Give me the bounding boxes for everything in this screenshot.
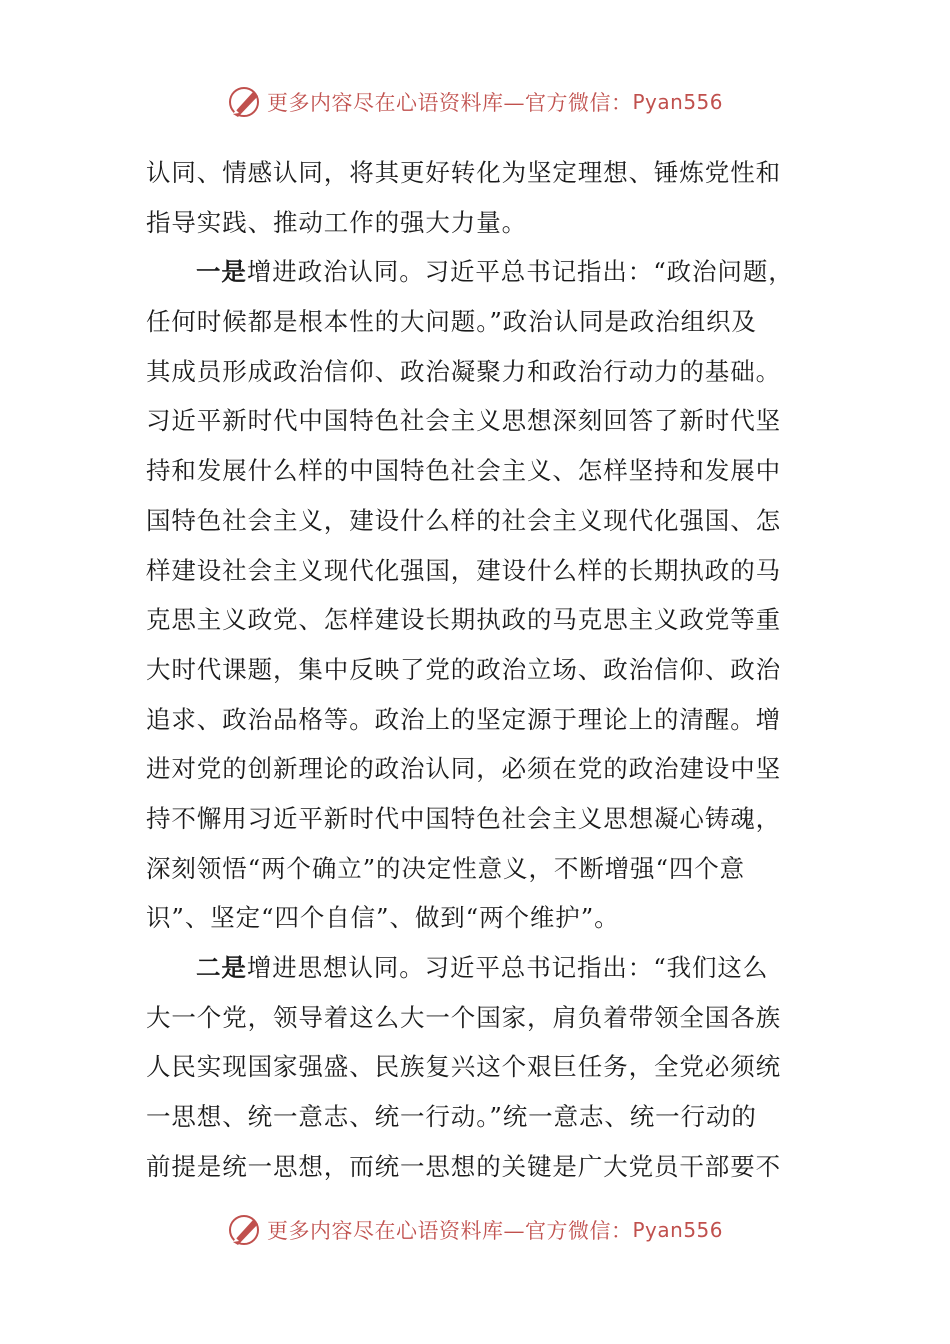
text-line — [146, 546, 796, 596]
text-line — [146, 844, 796, 894]
text-line — [146, 595, 796, 645]
banner-wechat-id: Pyan556 — [632, 90, 723, 114]
document-body — [146, 148, 796, 1191]
banner-text: 更多内容尽在心语资料库—官方微信： — [266, 1219, 633, 1243]
text-line — [146, 993, 796, 1043]
text-line — [146, 297, 796, 347]
line-text: 持不懈用习近平新时代中国特色社会主义思想凝心铸魂， — [146, 803, 781, 833]
text-line — [146, 198, 796, 248]
line-text: 认同、情感认同，将其更好转化为坚定理想、锤炼党性和 — [146, 158, 781, 187]
text-line — [146, 893, 796, 943]
text-line — [146, 446, 796, 496]
line-text: 任何时候都是根本性的大问题。”政治认同是政治组织及 — [146, 307, 757, 337]
line-text: 增进政治认同。习近平总书记指出：“政治问题， — [246, 257, 794, 287]
line-text: 进对党的创新理论的政治认同，必须在党的政治建设中坚 — [146, 754, 781, 784]
line-text: 大一个党，领导着这么大一个国家，肩负着带领全国各族 — [146, 1002, 781, 1032]
line-text: 前提是统一思想，而统一思想的关键是广大党员干部要不 — [146, 1151, 781, 1181]
text-line — [146, 943, 796, 993]
line-text: 识”、坚定“四个自信”、做到“两个维护”。 — [146, 903, 620, 933]
banner-text: 更多内容尽在心语资料库—官方微信： — [266, 91, 633, 115]
text-line — [146, 347, 796, 397]
text-line — [146, 247, 796, 297]
line-text: 增进思想认同。习近平总书记指出：“我们这么 — [246, 953, 769, 982]
text-line — [146, 1042, 796, 1092]
line-text: 大时代课题，集中反映了党的政治立场、政治信仰、政治 — [146, 654, 781, 684]
line-text: 一思想、统一意志、统一行动。”统一意志、统一行动的 — [146, 1102, 757, 1132]
pen-icon — [227, 1212, 263, 1248]
text-line — [146, 695, 796, 745]
footer-banner — [0, 1210, 950, 1250]
line-text: 指导实践、推动工作的强大力量。 — [146, 207, 527, 237]
text-line — [146, 645, 796, 695]
line-text: 国特色社会主义，建设什么样的社会主义现代化强国、怎 — [146, 505, 781, 535]
text-line — [146, 1092, 796, 1142]
text-line — [146, 794, 796, 844]
text-line — [146, 396, 796, 446]
text-line — [146, 148, 796, 198]
line-text: 持和发展什么样的中国特色社会主义、怎样坚持和发展中 — [146, 456, 781, 486]
line-text: 克思主义政党、怎样建设长期执政的马克思主义政党等重 — [146, 605, 781, 635]
paragraph-lead: 二是 — [196, 953, 247, 982]
banner-wechat-id: Pyan556 — [632, 1218, 723, 1242]
header-banner — [0, 82, 950, 122]
line-text: 其成员形成政治信仰、政治凝聚力和政治行动力的基础。 — [146, 356, 781, 386]
text-line — [146, 744, 796, 794]
line-text: 习近平新时代中国特色社会主义思想深刻回答了新时代坚 — [146, 406, 781, 436]
line-text: 追求、政治品格等。政治上的坚定源于理论上的清醒。增 — [146, 704, 781, 734]
text-line — [146, 496, 796, 546]
line-text: 深刻领悟“两个确立”的决定性意义，不断增强“四个意 — [146, 853, 746, 883]
pen-icon — [227, 84, 263, 120]
line-text: 样建设社会主义现代化强国，建设什么样的长期执政的马 — [146, 555, 781, 585]
line-text: 人民实现国家强盛、民族复兴这个艰巨任务，全党必须统 — [146, 1052, 781, 1082]
text-line — [146, 1142, 796, 1192]
paragraph-lead: 一是 — [196, 257, 247, 287]
